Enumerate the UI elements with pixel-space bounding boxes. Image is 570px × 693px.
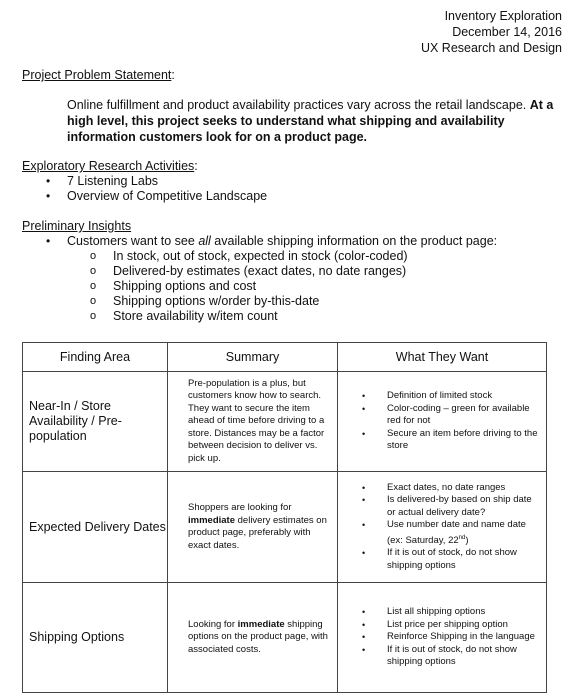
bullet-icon: •: [362, 391, 366, 402]
insight-lead: [67, 234, 497, 248]
finding-area-cell: Shipping Options: [23, 583, 168, 693]
table-row: [23, 583, 547, 693]
want-item: Is delivered-by based on ship date or actual delivery date?: [387, 494, 532, 518]
activities-heading-text: Exploratory Research Activities: [22, 159, 195, 173]
summary-cell: [168, 472, 338, 583]
ordinal-suffix: nd: [458, 534, 466, 541]
finding-area-cell: Near-In / Store Availability / Pre-population: [23, 372, 168, 472]
bullet-icon: •: [362, 403, 366, 414]
want-item: Secure an item before driving to the store: [387, 427, 538, 452]
bullet-icon: •: [362, 607, 366, 618]
insight-sublist: [67, 249, 497, 324]
circle-bullet-icon: o: [90, 250, 97, 262]
bullet-icon: •: [46, 189, 51, 203]
insight-lead-text: Customers want to see: [67, 234, 199, 248]
insight-subitem: Shipping options and cost: [113, 279, 257, 293]
table-header-row: [23, 343, 547, 372]
list-item: [362, 547, 540, 572]
list-item: [362, 482, 540, 495]
list-item: [46, 189, 267, 204]
list-item: [362, 428, 540, 453]
bullet-icon: •: [46, 234, 51, 248]
circle-bullet-icon: o: [90, 280, 97, 292]
document-team: UX Research and Design: [420, 41, 562, 55]
document-title: Inventory Exploration: [444, 9, 562, 23]
want-item: Exact dates, no date ranges: [387, 481, 506, 493]
problem-heading-colon: :: [171, 68, 175, 82]
table-row: [23, 372, 547, 472]
closing-paren: ): [465, 534, 469, 546]
want-item: Color-coding – green for available red for not: [387, 402, 530, 427]
problem-intro: Online fulfillment and product availability practices vary across the retail landscape.: [67, 98, 527, 112]
want-item: Use number date and name date (ex: Saturday, 22: [387, 519, 526, 546]
summary-emphasis: immediate: [237, 618, 285, 630]
summary-text-end: delivery estimates on product page, preferably with exact dates.: [188, 514, 327, 551]
circle-bullet-icon: o: [90, 295, 97, 307]
list-item: [90, 264, 497, 279]
column-header-finding-area: Finding Area: [23, 343, 168, 372]
summary-text: Shoppers are looking for: [188, 502, 292, 513]
bullet-icon: •: [362, 619, 366, 630]
insights-list: [46, 234, 497, 324]
summary-cell: [168, 583, 338, 693]
list-item: [90, 309, 497, 324]
summary-text: Looking for: [188, 618, 238, 630]
problem-heading-text: Project Problem Statement: [22, 68, 172, 82]
bullet-icon: •: [362, 548, 366, 559]
insights-heading: Preliminary Insights: [22, 219, 132, 233]
wants-cell: [338, 583, 547, 693]
document-date: December 14, 2016: [452, 25, 562, 39]
summary-emphasis: immediate: [188, 514, 235, 526]
want-item: Definition of limited stock: [387, 390, 493, 402]
want-item: If it is out of stock, do not show shipping options: [387, 547, 517, 571]
list-item: [90, 249, 497, 264]
list-item: [362, 494, 540, 519]
circle-bullet-icon: o: [90, 310, 97, 322]
insight-subitem: Delivered-by estimates (exact dates, no date ranges): [113, 264, 407, 278]
list-item: [362, 644, 540, 669]
want-item: If it is out of stock, do not show shipping options: [387, 643, 517, 668]
list-item: [362, 619, 540, 632]
wants-cell: [338, 372, 547, 472]
list-item: [46, 234, 497, 324]
bullet-icon: •: [46, 174, 51, 188]
activities-heading: [22, 159, 198, 173]
bullet-icon: •: [362, 482, 366, 493]
bullet-icon: •: [362, 428, 366, 439]
problem-bold-statement: At a high level, this project seeks to understand what shipping and availability information customers look for on a product page.: [67, 98, 554, 144]
insight-lead-emphasis: all: [198, 234, 211, 248]
list-item: [46, 174, 267, 189]
want-item: List all shipping options: [387, 606, 486, 618]
list-item: [90, 294, 497, 309]
list-item: [362, 403, 540, 428]
summary-text-end: shipping options on the product page, with associated costs.: [188, 618, 328, 655]
finding-area-cell: Expected Delivery Dates: [23, 472, 168, 583]
list-item: [362, 519, 540, 547]
bullet-icon: •: [362, 632, 366, 643]
summary-cell: Pre-population is a plus, but customers know how to search. They want to secure the item ahead of time before driving to a store. Distances may be a factor between decision to deliver vs. pick up.: [168, 372, 338, 472]
activities-heading-colon: :: [194, 159, 198, 173]
want-item: List price per shipping option: [387, 618, 508, 630]
insight-subitem: In stock, out of stock, expected in stock (color-coded): [113, 249, 408, 263]
insight-subitem: Store availability w/item count: [113, 309, 278, 323]
bullet-icon: •: [362, 520, 366, 531]
insight-lead-text-end: available shipping information on the product page:: [210, 234, 498, 248]
problem-heading: [22, 68, 175, 82]
activities-list: [46, 174, 267, 204]
activity-label: 7 Listening Labs: [67, 174, 159, 188]
list-item: [90, 279, 497, 294]
problem-statement: [67, 97, 559, 145]
want-item: Reinforce Shipping in the language: [387, 631, 535, 643]
list-item: [362, 390, 540, 403]
bullet-icon: •: [362, 495, 366, 506]
column-header-what-they-want: What They Want: [338, 343, 547, 372]
bullet-icon: •: [362, 644, 366, 655]
list-item: [362, 631, 540, 644]
circle-bullet-icon: o: [90, 265, 97, 277]
column-header-summary: Summary: [168, 343, 338, 372]
insight-subitem: Shipping options w/order by-this-date: [113, 294, 320, 308]
table-row: [23, 472, 547, 583]
findings-table: [22, 342, 547, 693]
document-header: [421, 8, 562, 56]
list-item: [362, 606, 540, 619]
activity-label: Overview of Competitive Landscape: [67, 189, 268, 203]
wants-cell: [338, 472, 547, 583]
